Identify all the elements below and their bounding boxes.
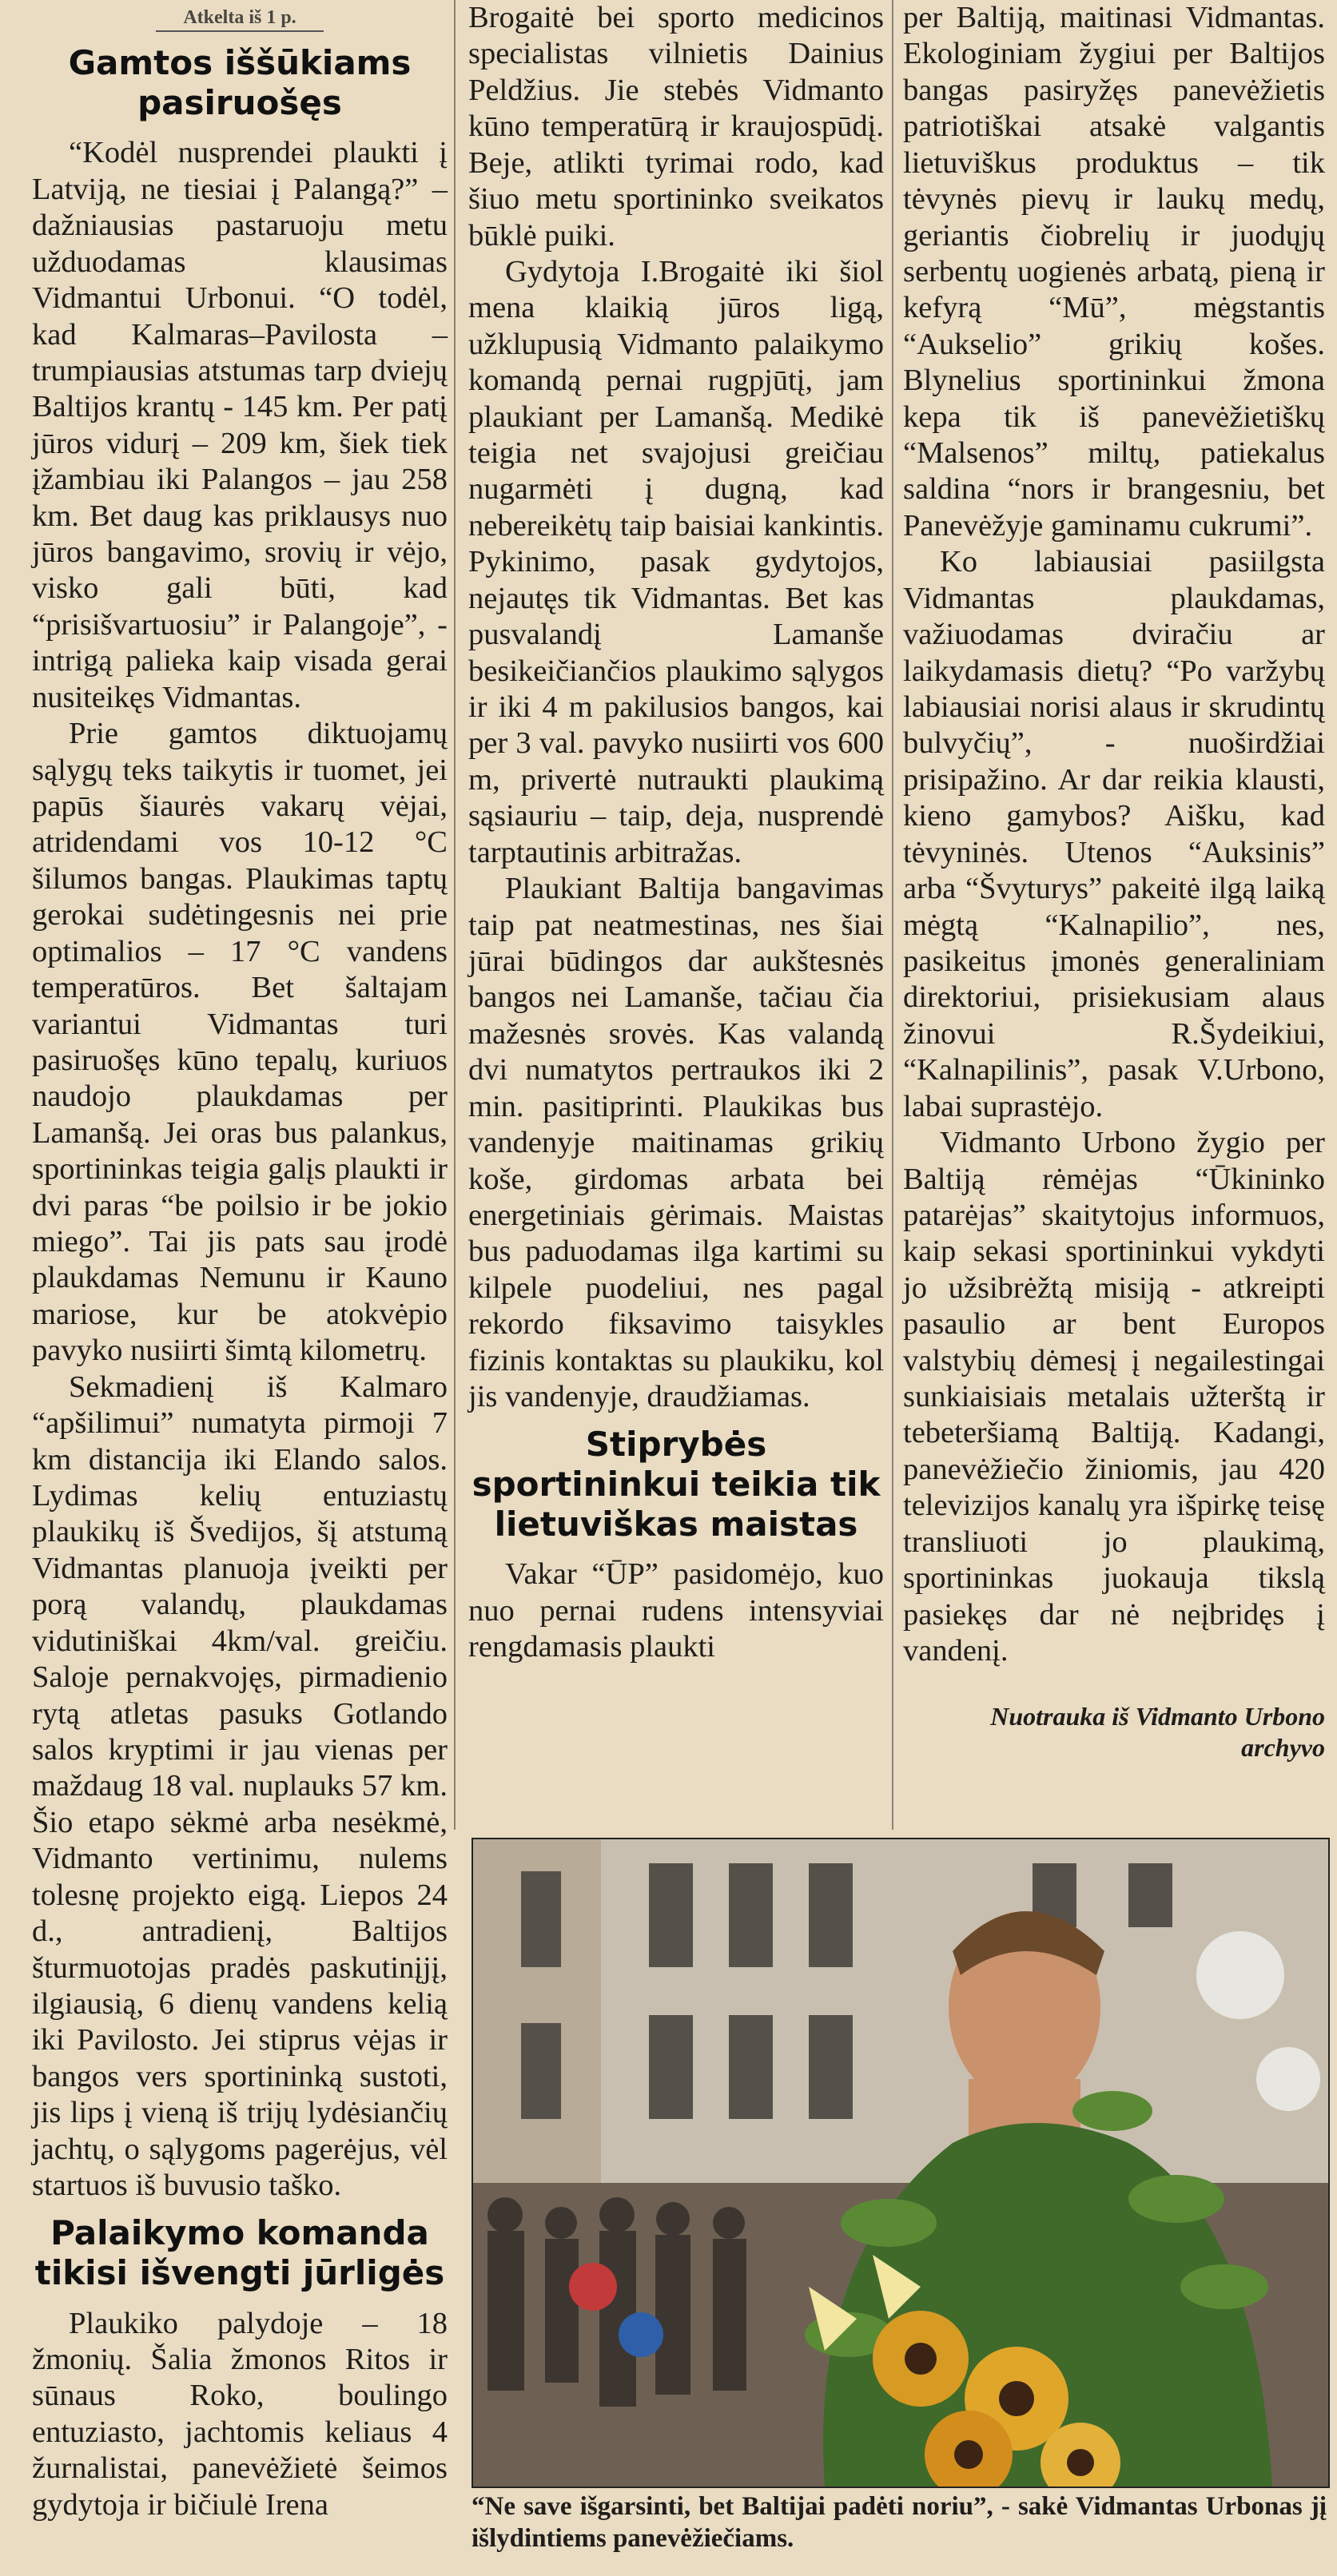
paragraph: Vidmanto Urbono žygio per Baltiją rėmėjas “Ūkininko patarėjas” skaitytojus informuos, kaip sekasi sportininkui vykdyti jo užsibrėžtą misiją - atkreipti pasaulio ar bent Europos valstybių dėmesį į negailestingai sunkiaisiais metalais užterštą ir tebeteršiamą Baltiją. Kadangi, panevėžiečio žiniomis, jau 420 televizijos kanalų yra išpirkę teisę transliuoti jo plaukimą, sportininkas juokauja tikslą pasiekęs dar nė neįbridęs į vandenį. xyxy=(903,1126,1325,1668)
paragraph: Prie gamtos diktuojamų sąlygų teks taikytis ir tuomet, jei papūs šiaurės vakarų vėjai, atridendami vos 10-12 °C šilumos bangas. Plaukimas taptų gerokai sudėtingesnis nei prie optimalios – 17 °C vandens temperatūros. Bet šaltajam variantui Vidmantas turi pasiruošęs kūno tepalų, kuriuos naudojo plaukdamas per Lamanšą. Jei oras bus palankus, sportininkas teigia galįs plaukti ir dvi paras “be poilsio ir be jokio miego”. Tai jis pats sau įrodė plaukdamas Nemunu ir Kauno mariose, kur be atokvėpio pavyko nusiirti šimtą kilometrų. xyxy=(32,717,448,1368)
column-rule xyxy=(454,0,456,1830)
photo-caption: “Ne save išgarsinti, bet Baltijai padėti noriu”, - sakė Vidmantas Urbonas jį išlydintiems panevėžiečiams. xyxy=(472,2492,1327,2553)
paragraph: Plaukiko palydoje – 18 žmonių. Šalia žmonos Ritos ir sūnaus Roko, boulingo entuziasto, jachtomis keliaus 4 žurnalistai, panevėžietė šeimos gydytoja ir bičiulė Irena xyxy=(32,2306,448,2522)
news-photo xyxy=(472,1838,1330,2488)
paragraph: “Kodėl nusprendei plaukti į Latviją, ne tiesiai į Palangą?” – dažniausias pastaruoju metu užduodamas klausimas Vidmantui Urbonui. “O todėl, kad Kalmaras–Pavilosta – trumpiausias atstumas tarp dviejų Baltijos krantų - 145 km. Per patį jūros vidurį – 209 km, šiek tiek įžambiau iki Palangos – jau 258 km. Bet daug kas priklausys nuo jūros bangavimo, srovių ir vėjo, visko gali būti, kad “prisišvartuosiu” ir Palangoje”, - intrigą palieka kaip visada gerai nusiteikęs Vidmantas. xyxy=(32,136,448,714)
paragraph: Gydytoja I.Brogaitė iki šiol mena klaikią jūros ligą, užklupusią Vidmanto palaikymo komandą pernai rugpjūtį, jam plaukiant per Lamanšą. Medikė teigia net svajojusi greičiau nugarmėti į dugną, kad nebereikėtų taip baisiai kankintis. Pykinimo, pasak gydytojos, nejautęs tik Vidmantas. Bet kas pusvalandį Lamanše besikeičiančios plaukimo sąlygos ir iki 4 m pakilusios bangos, kai per 3 val. pavyko nusiirti vos 600 m, privertė nutraukti plaukimą sąsiauriu – taip, deja, nusprendė tarptautinis arbitražas. xyxy=(468,254,884,869)
paragraph: Ko labiausiai pasiilgsta Vidmantas plaukdamas, važiuodamas dviračiu ar laikydamasis dietų? “Po varžybų labiausiai norisi alaus ir skrudintų bulvyčių”, - nuoširdžiai prisipažino. Ar dar reikia klausti, kieno gamybos? Aišku, kad tėvyninės. Utenos “Auksinis” arba “Švyturys” pakeitė ilgą laiką mėgtą “Kalnapilio”, nes, pasikeitus įmonės generaliniam direktoriui, prisiekusiam alaus žinovui R.Šydeikiui, “Kalnapilinis”, pasak V.Urbono, labai suprastėjo. xyxy=(903,545,1325,1123)
article-column-2 xyxy=(468,0,884,1665)
column-rule xyxy=(892,0,893,1830)
paragraph: Sekmadienį iš Kalmaro “apšilimui” numatyta pirmoji 7 km distancija iki Elando salos. Lydimas kelių entuziastų plaukikų iš Švedijos, šį atstumą Vidmantas planuoja įveikti per porą valandų, plaukdamas vidutiniškai 4km/val. greičiu. Saloje pernakvojęs, pirmadienio rytą atletas pasuks Gotlando salos kryptimi ir jau vienas per maždaug 18 val. nuplauks 57 km. Šio etapo sėkmė arba nesėkmė, Vidmanto vertinimu, nulems tolesnę projekto eigą. Liepos 24 d., antradienį, Baltijos šturmuotojas pradės paskutinįjį, ilgiausią, 6 dienų vandens kelią iki Pavilosto. Jei stiprus vėjas ir bangos vers sportininką sustoti, jis lips į vieną iš trijų lydėsiančių jachtų, o sąlygoms pagerėjus, vėl startuos iš buvusio taško. xyxy=(32,1369,448,2203)
photo-credit: Nuotrauka iš Vidmanto Urbono archyvo xyxy=(990,1702,1325,1763)
paragraph: Brogaitė bei sporto medicinos specialistas vilnietis Dainius Peldžius. Jie stebės Vidmanto kūno temperatūrą ir kraujospūdį. Beje, atlikti tyrimai rodo, kad šiuo metu sportininko sveikatos būklė puiki. xyxy=(468,1,884,252)
section-heading: Gamtos iššūkiams pasiruošęs xyxy=(68,43,412,122)
section-heading: Palaikymo komanda tikisi išvengti jūrligės xyxy=(34,2213,445,2292)
article-column-3 xyxy=(903,0,1325,1763)
article-column-1 xyxy=(32,0,448,2523)
paragraph: Plaukiant Baltija bangavimas taip pat neatmestinas, nes šiai jūrai būdingos dar aukštesnės bangos nei Lamanše, tačiau čia mažesnės srovės. Kas valandą dvi numatytos pertraukos iki 2 min. pasitiprinti. Plaukikas bus vandenyje maitinamas grikių koše, girdomas arbata bei energetiniais gėrimais. Maistas bus paduodamas ilga kartimi su kilpele puodeliui, nes pagal rekordo fiksavimo taisykles fizinis kontaktas su plaukiku, kol jis vandenyje, draudžiamas. xyxy=(468,872,884,1414)
section-heading: Stiprybės sportininkui teikia tik lietuviškas maistas xyxy=(472,1425,881,1544)
continued-from-kicker: Atkelta iš 1 p. xyxy=(156,6,324,32)
paragraph: per Baltiją, maitinasi Vidmantas. Ekologiniam žygiui per Baltijos bangas pasiryžęs panevėžietis patriotiškai atsakė valgantis lietuviškus produktus – tik tėvynės pievų ir laukų medų, geriantis čiobrelių ir juodųjų serbentų uogienės arbatą, pieną ir kefyrą “Mū”, mėgstantis “Aukselio” grikių košes. Blynelius sportininkui žmona kepa tik iš panevėžietiškų “Malsenos” miltų, patiekalus saldina “nors ir brangesniu, bet Panevėžyje gaminamu cukrumi”. xyxy=(903,1,1325,543)
paragraph: Vakar “ŪP” pasidomėjo, kuo nuo pernai rudens intensyviai rengdamasis plaukti xyxy=(468,1557,884,1664)
photo-illustration xyxy=(473,1839,1328,2487)
